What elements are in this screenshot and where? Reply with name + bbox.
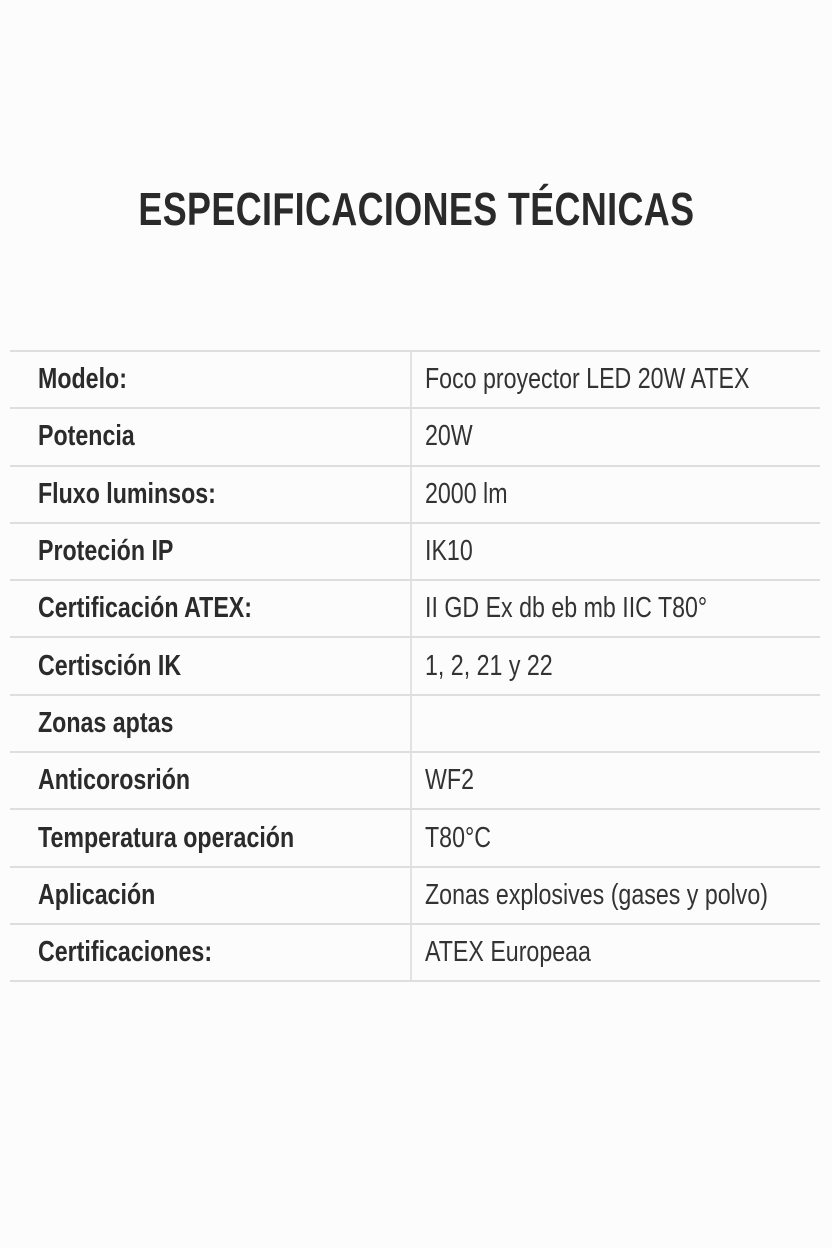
- table-row: [10, 352, 820, 409]
- spec-label: Certificación ATEX:: [38, 592, 252, 625]
- spec-label: Temperatura operación: [38, 821, 295, 854]
- table-row: [10, 696, 820, 753]
- spec-value: ATEX Europeaa: [425, 936, 591, 969]
- spec-value: Foco proyector LED 20W ATEX: [425, 363, 750, 396]
- specs-table: [10, 350, 820, 982]
- spec-value: IK10: [425, 535, 473, 568]
- spec-label: Modelo:: [38, 363, 127, 396]
- table-row: [10, 638, 820, 695]
- spec-value: WF2: [425, 764, 474, 797]
- column-divider: [410, 696, 412, 751]
- spec-label: Proteción IP: [38, 535, 174, 568]
- column-divider: [410, 810, 412, 865]
- table-row: [10, 868, 820, 925]
- column-divider: [410, 925, 412, 980]
- page-title: [0, 182, 832, 236]
- spec-value: 20W: [425, 420, 473, 453]
- table-row: [10, 409, 820, 466]
- column-divider: [410, 352, 412, 407]
- spec-label: Anticorosrión: [38, 764, 191, 797]
- spec-label: Zonas aptas: [38, 706, 174, 739]
- spec-label: Potencia: [38, 420, 135, 453]
- spec-label: Certisción IK: [38, 649, 182, 682]
- spec-value: II GD Ex db eb mb IIC T80°: [425, 592, 708, 625]
- column-divider: [410, 638, 412, 693]
- column-divider: [410, 581, 412, 636]
- table-row: [10, 925, 820, 982]
- spec-value: 1, 2, 21 y 22: [425, 649, 553, 682]
- column-divider: [410, 467, 412, 522]
- column-divider: [410, 868, 412, 923]
- table-row: [10, 581, 820, 638]
- table-row: [10, 467, 820, 524]
- page-title-text: ESPECIFICACIONES TÉCNICAS: [138, 183, 694, 235]
- table-row: [10, 753, 820, 810]
- column-divider: [410, 524, 412, 579]
- spec-label: Aplicación: [38, 878, 156, 911]
- spec-value: T80°C: [425, 821, 492, 854]
- column-divider: [410, 753, 412, 808]
- spec-label: Certificaciones:: [38, 936, 213, 969]
- column-divider: [410, 409, 412, 464]
- spec-value: Zonas explosives (gases y polvo): [425, 878, 769, 911]
- table-row: [10, 524, 820, 581]
- spec-label: Fluxo luminsos:: [38, 477, 216, 510]
- table-row: [10, 810, 820, 867]
- spec-value: 2000 lm: [425, 477, 508, 510]
